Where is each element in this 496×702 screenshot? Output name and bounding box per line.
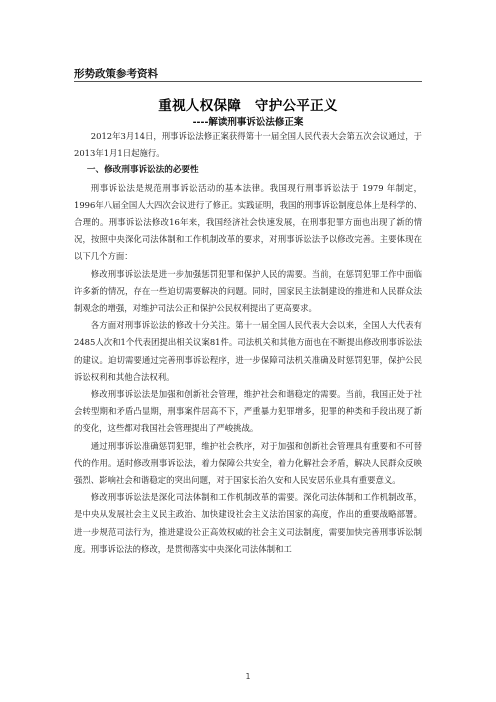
- document-title: 重视人权保障 守护公平正义: [158, 98, 338, 114]
- body-paragraph: 刑事诉讼法是规范刑事诉讼活动的基本法律。我国现行刑事诉讼法于 1979 年制定，1996年八届全国人大四次会议进行了修正。实践证明，我国的刑事诉讼制度总体上是科学的、合理的。刑事诉讼法修改16年来，我国经济社会快速发展，在刑事犯罪方面也出现了新的情况，按照中央深化司法体制和工作机制改革的要求，对刑事诉讼法予以修改完善。主要体现在以下几个方面：: [74, 182, 422, 262]
- body-paragraph: 各方面对刑事诉讼法的修改十分关注。第十一届全国人民代表大会以来，全国人大代表有2485人次和1个代表团提出相关议案81件。司法机关和其他方面也在不断提出修改刑事诉讼法的建议。迫切需要通过完善刑事诉讼程序，进一步保障司法机关准确及时惩罚犯罪，保护公民诉讼权利和其他合法权利。: [74, 320, 422, 382]
- header-label: 形势政策参考资料: [74, 68, 158, 80]
- intro-paragraph: 2012年3月14日，刑事诉讼法修正案获得第十一届全国人民代表大会第五次会议通过，于2013年1月1日起施行。: [74, 131, 422, 159]
- document-subtitle: ----解读刑事诉讼法修正案: [192, 117, 304, 128]
- header-divider: [74, 81, 422, 82]
- body-paragraph: 修改刑事诉讼法是加强和创新社会管理，维护社会和谐稳定的需要。当前，我国正处于社会转型期和矛盾凸显期，刑事案件居高不下，严重暴力犯罪增多，犯罪的种类和手段出现了新的变化，这些都对我国社会管理提出了严峻挑战。: [74, 389, 422, 434]
- page-number: 1: [245, 672, 251, 681]
- body-paragraph: 通过刑事诉讼准确惩罚犯罪，维护社会秩序，对于加强和创新社会管理具有重要和不可替代的作用。适时修改刑事诉讼法，着力保障公共安全，着力化解社会矛盾，解决人民群众反映强烈、影响社会和谐稳定的突出问题，对于国家长治久安和人民安居乐业具有重要意义。: [74, 440, 422, 486]
- body-paragraph: 修改刑事诉讼法是深化司法体制和工作机制改革的需要。深化司法体制和工作机制改革，是中央从发展社会主义民主政治、加快建设社会主义法治国家的高度，作出的重要战略部署。进一步规范司法行为，推进建设公正高效权威的社会主义司法制度，需要加快完善刑事诉讼制度。刑事诉讼法的修改，是贯彻落实中央深化司法体制和工: [74, 492, 422, 554]
- section-heading: 一、修改刑事诉讼法的必要性: [86, 165, 199, 176]
- document-body: [74, 128, 422, 558]
- body-paragraph: 修改刑事诉讼法是进一步加强惩罚犯罪和保护人民的需要。当前，在惩罚犯罪工作中面临许多新的情况，存在一些迫切需要解决的问题。同时，国家民主法制建设的推进和人民群众法制观念的增强，对维护司法公正和保护公民权利提出了更高要求。: [74, 268, 422, 314]
